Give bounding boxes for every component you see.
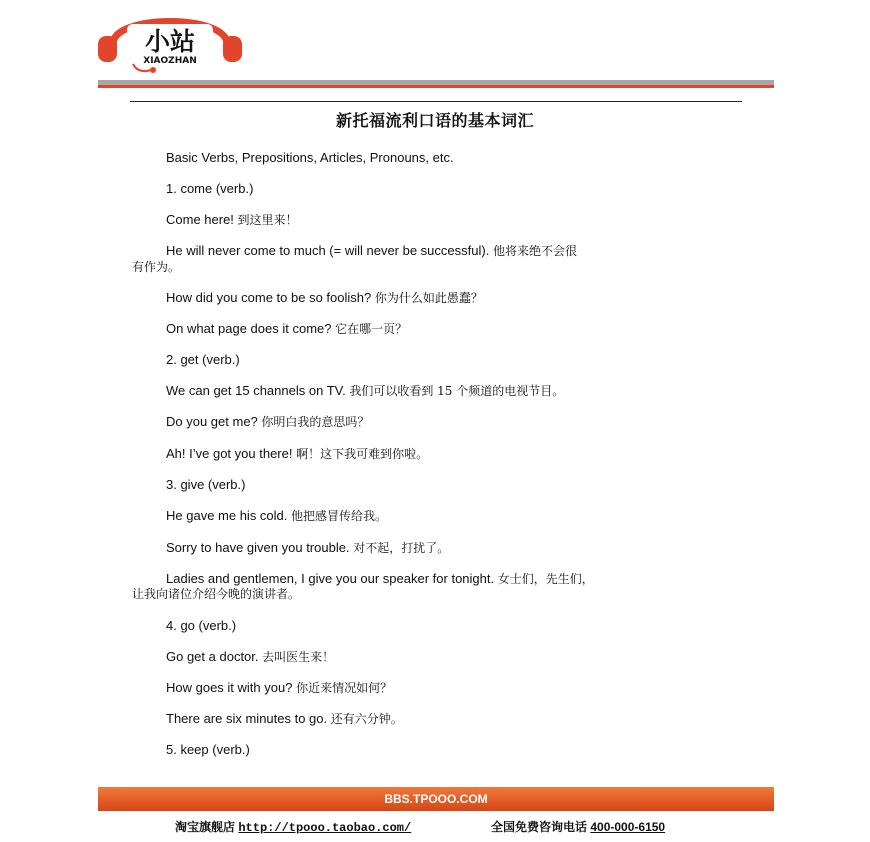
chinese-continuation: 有作为。: [132, 260, 181, 274]
english-text: 1. come (verb.): [166, 181, 254, 196]
chinese-text: 到这里来！: [237, 213, 298, 227]
chinese-text: 它在哪一页？: [335, 322, 408, 336]
english-text: We can get 15 channels on TV.: [166, 383, 346, 398]
english-text: Come here!: [166, 212, 234, 227]
english-text: Basic Verbs, Prepositions, Articles, Pronouns, etc.: [166, 150, 454, 165]
chinese-text: 去叫医生来！: [262, 650, 335, 664]
list-item: [166, 508, 387, 524]
chinese-text: 我们可以收看到 15 个频道的电视节目。: [349, 384, 565, 398]
list-item: [166, 383, 564, 399]
english-text: Sorry to have given you trouble.: [166, 540, 350, 555]
page-title: 新托福流利口语的基本词汇: [335, 111, 534, 130]
list-item: [166, 150, 454, 166]
section-heading: [166, 181, 253, 197]
title-rule: [130, 101, 742, 102]
chinese-continuation: 让我向诸位介绍今晚的演讲者。: [132, 587, 301, 601]
logo-sub-text: XIAOZHAN: [143, 56, 197, 66]
footer-phone: [491, 818, 665, 835]
chinese-text: 他将来绝不会很: [492, 244, 577, 258]
chinese-text: 你为什么如此愚蠢？: [374, 291, 483, 305]
chinese-text: 你明白我的意思吗？: [261, 415, 370, 429]
chinese-text: 对不起，打扰了。: [353, 541, 450, 555]
list-item: [166, 680, 392, 696]
english-text: 2. get (verb.): [166, 352, 240, 367]
footer-shop: [175, 818, 411, 835]
list-item: [166, 321, 407, 337]
list-item: [166, 649, 334, 665]
english-text: Ladies and gentlemen, I give you our speaker for tonight.: [166, 571, 495, 586]
section-heading: [166, 477, 245, 493]
chinese-text: 他把感冒传给我。: [291, 509, 388, 523]
list-item: [166, 711, 403, 727]
english-text: There are six minutes to go.: [166, 711, 328, 726]
chinese-text: 还有六分钟。: [330, 712, 403, 726]
english-text: Go get a doctor.: [166, 649, 259, 664]
chinese-text: 女士们，先生们，: [497, 572, 594, 586]
english-text: How goes it with you?: [166, 680, 293, 695]
logo-main-text: 小站: [144, 27, 196, 56]
list-item: [166, 571, 594, 587]
header-bar-red: [98, 85, 774, 88]
shop-label: 淘宝旗舰店: [175, 820, 236, 834]
english-text: 4. go (verb.): [166, 618, 237, 633]
phone-label: 全国免费咨询电话: [491, 820, 588, 834]
english-text: How did you come to be so foolish?: [166, 290, 372, 305]
english-text: 3. give (verb.): [166, 477, 246, 492]
shop-url-link[interactable]: http://tpooo.taobao.com/: [238, 821, 412, 835]
list-item: [166, 540, 449, 556]
english-text: Ah! I’ve got you there!: [166, 446, 293, 461]
section-heading: [166, 618, 236, 634]
footer-site-bar[interactable]: BBS.TPOOO.COM: [98, 787, 774, 811]
english-text: 5. keep (verb.): [166, 742, 250, 757]
list-item: [166, 212, 298, 228]
section-heading: [166, 352, 240, 368]
list-item: [166, 243, 577, 259]
chinese-text: 你近来情况如何？: [296, 681, 393, 695]
chinese-text: 啊！这下我可难到你啦。: [296, 447, 429, 461]
section-heading: [166, 742, 250, 758]
english-text: Do you get me?: [166, 414, 258, 429]
english-text: On what page does it come?: [166, 321, 332, 336]
phone-number-link[interactable]: 400-000-6150: [590, 820, 666, 834]
list-item: [166, 290, 483, 306]
list-item: [166, 414, 369, 430]
english-text: He gave me his cold.: [166, 508, 288, 523]
xiaozhan-logo: [97, 10, 243, 74]
list-item: [166, 446, 428, 462]
english-text: He will never come to much (= will never be successful).: [166, 243, 490, 258]
